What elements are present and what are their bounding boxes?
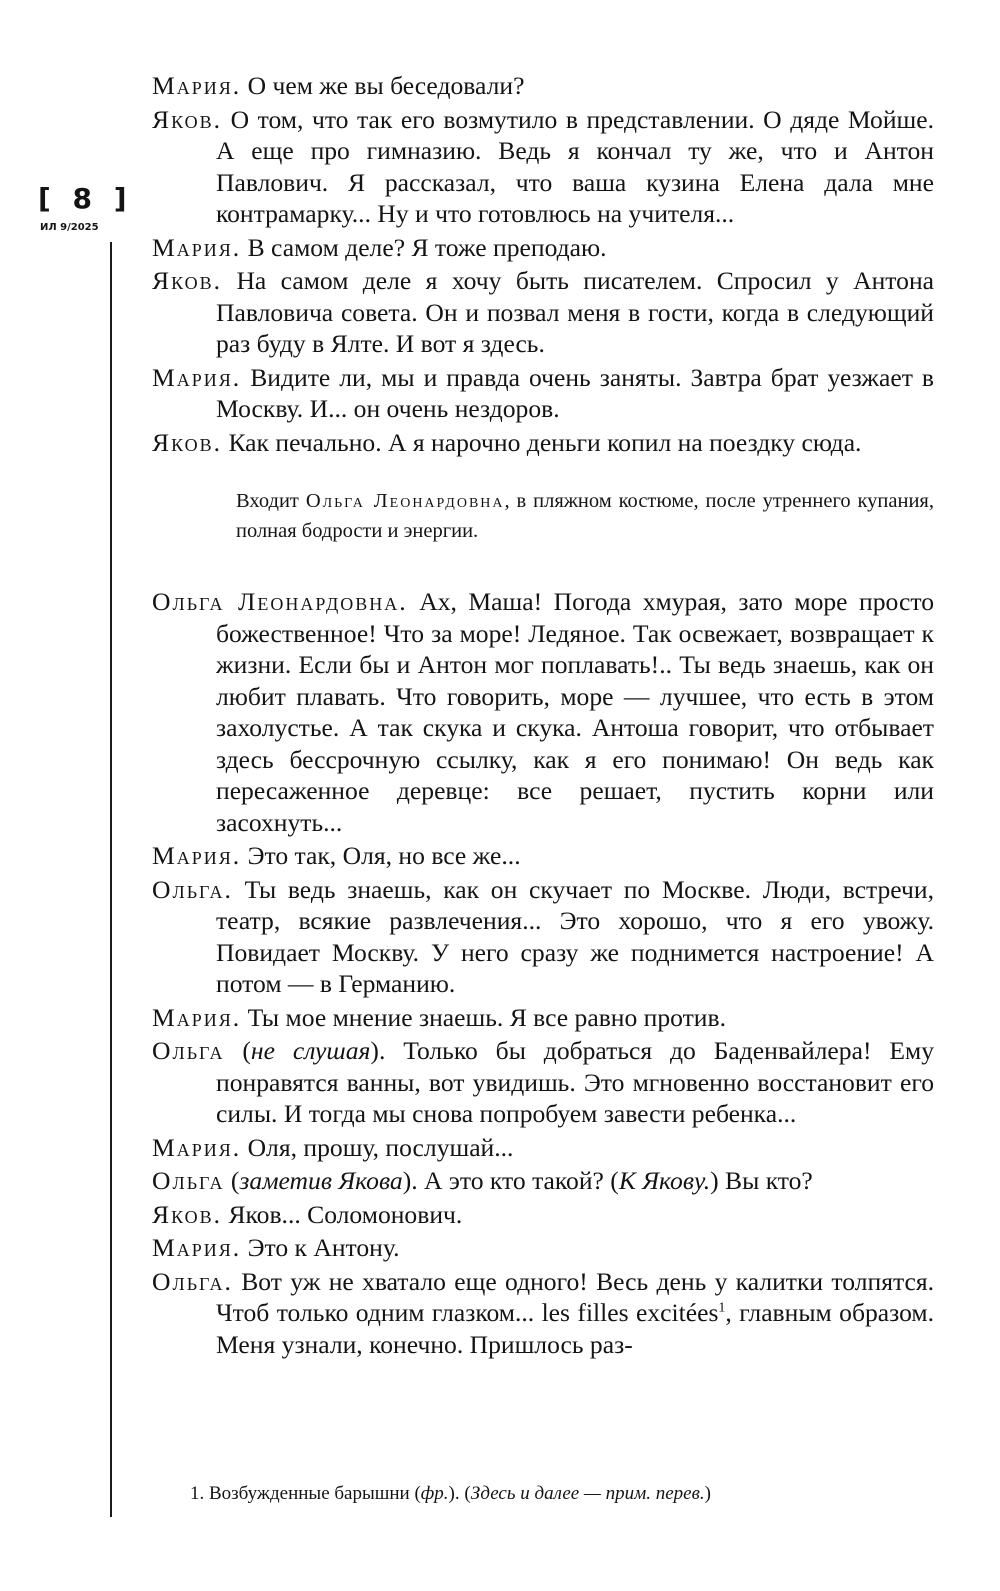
speaker: Ольга. (152, 1266, 233, 1296)
speaker: Ольга (152, 1036, 225, 1065)
speaker: Мария. (152, 232, 242, 262)
replica-text: , главным образом. Меня узнали, конечно. Пришлось раз- (216, 1298, 934, 1359)
journal-issue: ИЛ 9/2025 (40, 222, 99, 233)
replica-text: Это так, Оля, но все же... (247, 841, 521, 870)
replica (152, 840, 934, 872)
footnote: 1. Возбужденные барышни (фр.). (Здесь и далее — прим. перев.) (190, 1483, 711, 1504)
stage-direction-name: Ольга Леонардовна (305, 490, 505, 512)
replica (152, 874, 934, 1000)
remark: заметив Якова (239, 1166, 403, 1195)
replica (152, 586, 934, 838)
speaker: Ольга (152, 1166, 225, 1195)
replica-text: ) Вы кто? (710, 1166, 813, 1195)
footnote-ref[interactable]: 1 (718, 1300, 726, 1316)
replica-text: Вот уж не хватало еще одного! Весь день у калитки толпятся. Чтоб только одним глазком... les filles excitées (216, 1266, 934, 1327)
speaker: Мария. (152, 71, 242, 100)
replica-text: Оля, прошу, послушай... (247, 1132, 514, 1162)
speaker: Яков. (152, 427, 223, 457)
speaker: Ольга Леонардовна. (152, 587, 408, 616)
replica (152, 232, 934, 264)
replica (152, 104, 934, 230)
replica (152, 1266, 934, 1361)
remark: К Якову. (618, 1166, 711, 1195)
margin-rule (110, 242, 112, 1517)
stage-direction: Входит Ольга Леонардовна, в пляжном костюме, после утреннего купания, полная бодрости и энергии. (236, 490, 934, 542)
replica (152, 1199, 934, 1231)
replica-text: Ты ведь знаешь, как он скучает по Москве. Люди, встречи, театр, всякие развлечения... Это хорошо, что я его увожу. Повидает Москву. У него сразу же поднимется настроение! А потом — в Германию. (216, 874, 934, 998)
replica-text: Ах, Маша! Погода хмурая, зато море просто божественное! Что за море! Ледяное. Так освежает, возвращает к жизни. Если бы и Антон мог поплавать!.. Ты ведь знаешь, как он любит плавать. Что говорить, море — лучшее, что есть в этом захолустье. А так скука и скука. Антоша говорит, что отбывает здесь бессрочную ссылку, как я его понимаю! Он ведь как пересаженное деревце: все решает, пустить корни или засохнуть... (216, 587, 934, 837)
remark: не слушая (250, 1036, 371, 1065)
replica (152, 265, 934, 360)
speaker: Яков. (152, 104, 223, 134)
replica-text: Видите ли, мы и правда очень заняты. Завтра брат уезжает в Москву. И... он очень нездоров. (216, 362, 934, 423)
replica-text: . Только бы добраться до Баденвайлера! Ему понравятся ванны, вот увидишь. Это мгновенно восстановит его силы. И тогда мы снова попробуем завести ребенка... (216, 1036, 934, 1128)
replica (152, 70, 934, 102)
speaker: Мария. (152, 362, 242, 392)
page-number: [ 8 ] (38, 182, 133, 215)
replica-text: О том, что так его возмутило в представлении. О дяде Мойше. А еще про гимназию. Ведь я кончал ту же, что и Антон Павлович. Я рассказал, что ваша кузина Елена дала мне контрамарку... Ну и что готовлюсь на учителя... (216, 104, 934, 228)
speaker: Ольга. (152, 874, 233, 904)
replica-text: В самом деле? Я тоже преподаю. (247, 232, 607, 262)
replica (152, 1002, 934, 1034)
replica-text: Это к Антону. (247, 1233, 400, 1262)
replica (152, 1232, 934, 1264)
replica (152, 427, 934, 459)
speaker: Мария. (152, 1002, 242, 1032)
replica (152, 1132, 934, 1164)
replica-text: О чем же вы беседовали? (247, 71, 525, 100)
replica-text: На самом деле я хочу быть писателем. Спросил у Антона Павловича совета. Он и позвал меня в гости, когда в следующий раз буду в Ялте. И вот я здесь. (216, 266, 934, 358)
speaker: Мария. (152, 1132, 242, 1162)
replica-text: . А это кто такой? ( (411, 1166, 619, 1195)
play-text (152, 70, 934, 1362)
replica (152, 362, 934, 425)
replica-text: Как печально. А я нарочно деньги копил на поездку сюда. (228, 427, 862, 457)
speaker: Яков. (152, 266, 223, 295)
replica: Ольга (не слушая). Только бы добраться до Баденвайлера! Ему понравятся ванны, вот увидишь. Это мгновенно восстановит его силы. И тогда мы снова попробуем завести ребенка... (152, 1036, 934, 1128)
replica-text: Ты мое мнение знаешь. Я все равно против. (247, 1002, 726, 1032)
speaker: Мария. (152, 841, 242, 870)
speaker: Мария. (152, 1233, 242, 1262)
speaker: Яков. (152, 1199, 223, 1229)
replica: Ольга (заметив Якова). А это кто такой? (К Якову.) Вы кто? (152, 1166, 813, 1195)
replica-text: Яков... Соломонович. (228, 1199, 463, 1229)
